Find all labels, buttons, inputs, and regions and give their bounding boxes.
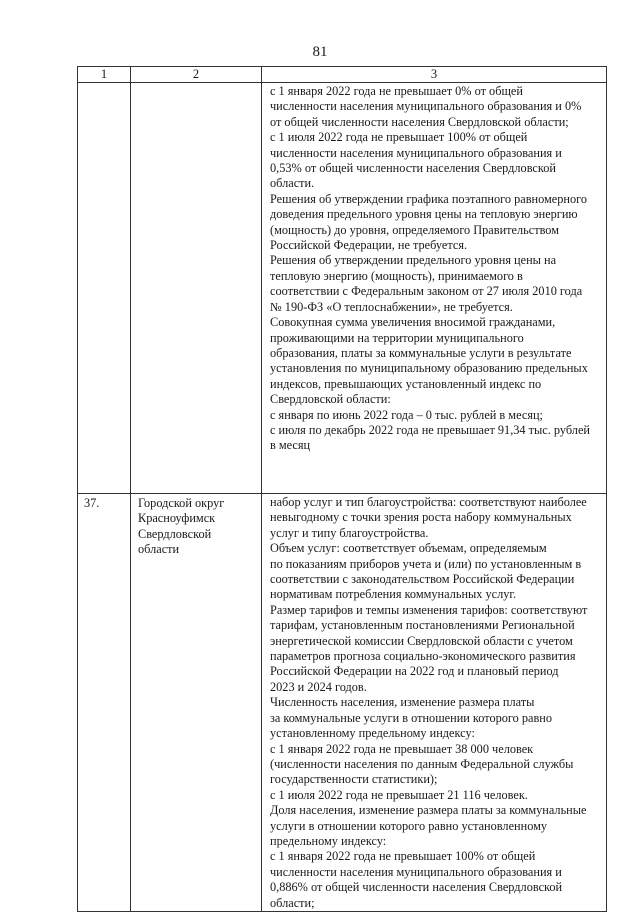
text-line: набор услуг и тип благоустройства: соответствуют наиболее [270, 495, 587, 509]
text-line: энергетической комиссии Свердловской области с учетом [270, 633, 573, 648]
text-line: Объем услуг: соответствует объемам, определяемым [270, 541, 547, 556]
text-line: с июля по декабрь 2022 года не превышает 91,34 тыс. рублей [270, 422, 590, 437]
text-line: с 1 января 2022 года не превышает 100% от общей [270, 849, 536, 864]
text-line: 2023 и 2024 годов. [270, 679, 367, 694]
text-line: Численность населения, изменение размера платы [270, 695, 535, 710]
text-line: Решения об утверждении графика поэтапного равномерного [270, 191, 587, 206]
text-line: 0,53% от общей численности населения Свердловской [270, 161, 556, 176]
text-line: Свердловской области: [270, 392, 391, 407]
description-cell [262, 494, 607, 912]
text-line: параметров прогноза социально-экономического развития [270, 649, 576, 664]
text-line: Российской Федерации, не требуется. [270, 238, 468, 253]
text-line: численности населения муниципального образования и [270, 145, 562, 160]
text-line: доведения предельного уровня цены на тепловую энергию [270, 207, 578, 222]
text-line: проживающими на территории муниципального [270, 330, 524, 345]
tariff-table [77, 66, 607, 912]
text-line: с 1 января 2022 года не превышает 38 000 человек [270, 741, 534, 756]
text-line: с 1 января 2022 года не превышает 0% от общей [270, 84, 523, 98]
table-header-row [78, 67, 607, 83]
entity-name-line: Свердловской [138, 526, 212, 541]
text-line: предельному индексу: [270, 833, 387, 848]
text-line: численности населения муниципального образования и 0% [270, 99, 582, 114]
entity-name-line: Городской округ [138, 496, 225, 510]
row-number-cell: 37. [78, 494, 131, 912]
table-row [78, 83, 607, 494]
entity-cell [131, 494, 262, 912]
column-header-3: 3 [262, 67, 607, 83]
text-line: от общей численности населения Свердловской области; [270, 114, 569, 129]
text-line: в месяц [270, 438, 311, 453]
text-line: области. [270, 176, 315, 191]
text-line: с 1 июля 2022 года не превышает 100% от общей [270, 130, 528, 145]
text-line: индексов, превышающих установленный индекс по [270, 376, 542, 391]
text-line: услуг и типу благоустройства. [270, 525, 429, 540]
text-line: услуги в отношении которого равно установленному [270, 818, 548, 833]
text-line: Российской Федерации на 2022 год и плановый период [270, 664, 559, 679]
text-line: тепловую энергию (мощность), принимаемого в [270, 268, 523, 283]
text-line: Решения об утверждении предельного уровня цены на [270, 253, 557, 268]
text-line: Размер тарифов и темпы изменения тарифов: соответствуют [270, 602, 588, 617]
text-line: тарифам, установленным постановлениями Региональной [270, 618, 575, 633]
text-line: по показаниям приборов учета и (или) по установленным в [270, 556, 582, 571]
text-line: (мощность) до уровня, определяемого Правительством [270, 222, 559, 237]
column-header-1: 1 [78, 67, 131, 83]
text-line: за коммунальные услуги в отношении которого равно [270, 710, 553, 725]
text-line: численности населения муниципального образования и [270, 864, 562, 879]
page-number: 81 [312, 44, 328, 60]
text-line: Доля населения, изменение размера платы за коммунальные [270, 803, 587, 818]
column-header-2: 2 [131, 67, 262, 83]
text-line: с января по июнь 2022 года – 0 тыс. рублей в месяц; [270, 407, 543, 422]
table-row [78, 494, 607, 912]
text-line: нормативам потребления коммунальных услуг. [270, 587, 517, 602]
description-cell [262, 83, 607, 494]
row-number-cell [78, 83, 131, 494]
text-line: невыгодному с точки зрения роста набору коммунальных [270, 510, 572, 525]
text-line: образования, платы за коммунальные услуги в результате [270, 345, 572, 360]
text-line: № 190-ФЗ «О теплоснабжении», не требуется. [270, 299, 513, 314]
entity-name-line: области [138, 542, 180, 557]
text-line: с 1 июля 2022 года не превышает 21 116 человек. [270, 787, 528, 802]
text-line: области; [270, 895, 315, 910]
text-line: установления по муниципальному образованию предельных [270, 361, 588, 376]
text-line: (численности населения по данным Федеральной службы [270, 756, 574, 771]
text-line: соответствии с Федеральным законом от 27 июля 2010 года [270, 284, 583, 299]
text-line: 0,886% от общей численности населения Свердловской [270, 880, 563, 895]
entity-cell [131, 83, 262, 494]
entity-name-line: Красноуфимск [138, 511, 216, 526]
text-line: соответствии с законодательством Российской Федерации [270, 572, 575, 587]
text-line: установленному предельному индексу: [270, 726, 475, 741]
text-line: государственности статистики); [270, 772, 438, 787]
text-line: Совокупная сумма увеличения вносимой гражданами, [270, 315, 556, 330]
